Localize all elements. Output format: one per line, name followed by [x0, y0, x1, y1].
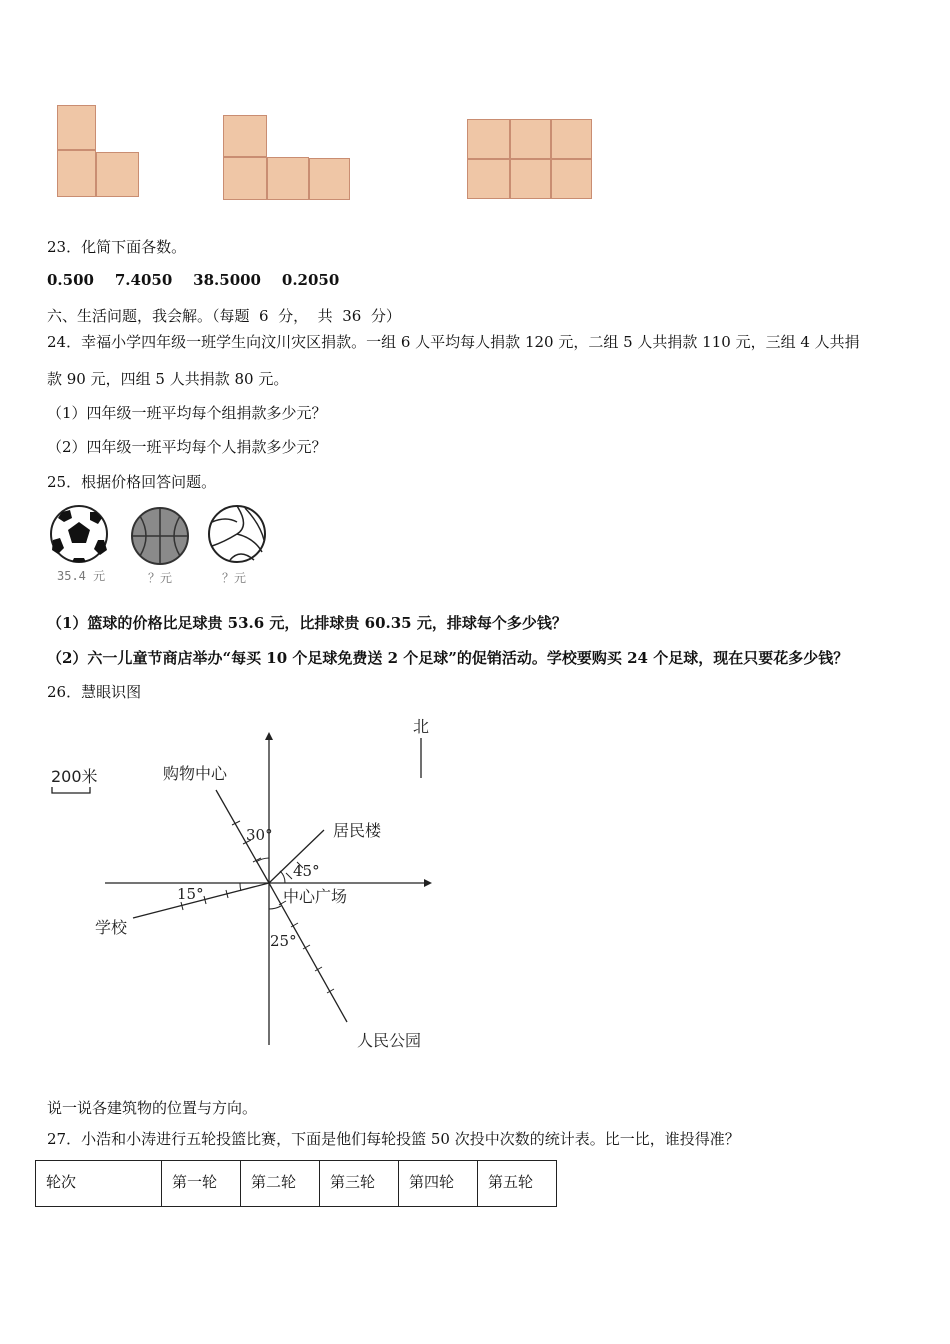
table-header-cell: 第二轮 — [241, 1161, 320, 1207]
shape-square — [57, 105, 96, 150]
q24-sub1: （1）四年级一班平均每个组捐款多少元？ — [47, 404, 327, 422]
map-north-label: 北 — [413, 717, 430, 736]
q26-title: 26．慧眼识图 — [47, 683, 142, 701]
q24-sub2: （2）四年级一班平均每个人捐款多少元？ — [47, 438, 327, 456]
basketball-icon — [132, 508, 188, 564]
map-place-shopping: 购物中心 — [163, 764, 228, 783]
shape-square — [551, 159, 592, 199]
shape-square — [267, 157, 309, 200]
shape-square — [309, 158, 350, 200]
q27-table — [35, 1160, 557, 1207]
q25-sub1: （1）篮球的价格比足球贵 53.6 元，比排球贵 60.35 元，排球每个多少钱？ — [47, 614, 567, 632]
q25-title: 25．根据价格回答问题。 — [47, 473, 217, 491]
map-angle-25: 25° — [270, 932, 297, 950]
shape-square — [96, 152, 139, 197]
table-header-cell: 第一轮 — [162, 1161, 241, 1207]
soccer-price: 35.4 元 — [57, 569, 106, 583]
table-header-cell: 第五轮 — [478, 1161, 557, 1207]
q23-title: 23．化简下面各数。 — [47, 238, 187, 256]
map-angle-45: 45° — [293, 862, 320, 880]
shape-square — [510, 119, 551, 159]
volleyball-price: ？元 — [222, 571, 247, 585]
basketball-price: ？元 — [148, 571, 173, 585]
balls-figure — [40, 500, 280, 570]
shape-square — [551, 119, 592, 159]
map-place-school: 学校 — [95, 918, 128, 937]
direction-map — [0, 700, 480, 1070]
shape-square — [510, 159, 551, 199]
map-center-label: 中心广场 — [283, 887, 348, 906]
shape-square — [467, 119, 510, 159]
shape-square — [467, 159, 510, 199]
map-scale-label: 200米 — [51, 767, 98, 786]
section6-title: 六、生活问题，我会解。（每题 6 分， 共 36 分） — [47, 307, 401, 325]
q24-text-line1: 24．幸福小学四年级一班学生向汶川灾区捐款。一组 6 人平均每人捐款 120 元，二组 5 人共捐款 110 元，三组 4 人共捐 — [47, 333, 860, 351]
table-header-cell: 第四轮 — [399, 1161, 478, 1207]
table-header-cell: 轮次 — [36, 1161, 162, 1207]
q23-numbers: 0.500 7.4050 38.5000 0.2050 — [47, 271, 340, 289]
map-angle-30: 30° — [246, 826, 273, 844]
table-row — [36, 1161, 557, 1207]
volleyball-icon — [209, 506, 265, 562]
map-angle-15: 15° — [177, 885, 204, 903]
table-header-cell: 第三轮 — [320, 1161, 399, 1207]
shape-square — [223, 115, 267, 157]
shape-square — [223, 157, 267, 200]
shape-square — [57, 150, 96, 197]
map-place-residential: 居民楼 — [333, 821, 382, 840]
soccer-ball-icon — [51, 506, 107, 562]
map-place-park: 人民公园 — [357, 1031, 422, 1050]
q25-sub2: （2）六一儿童节商店举办“每买 10 个足球免费送 2 个足球”的促销活动。学校要购买 24 个足球，现在只要花多少钱？ — [47, 649, 849, 667]
q26-question: 说一说各建筑物的位置与方向。 — [47, 1099, 258, 1117]
q27-title: 27．小浩和小涛进行五轮投篮比赛，下面是他们每轮投篮 50 次投中次数的统计表。比一比，谁投得准？ — [47, 1130, 740, 1148]
q24-text-line2: 款 90 元，四组 5 人共捐款 80 元。 — [47, 370, 289, 388]
